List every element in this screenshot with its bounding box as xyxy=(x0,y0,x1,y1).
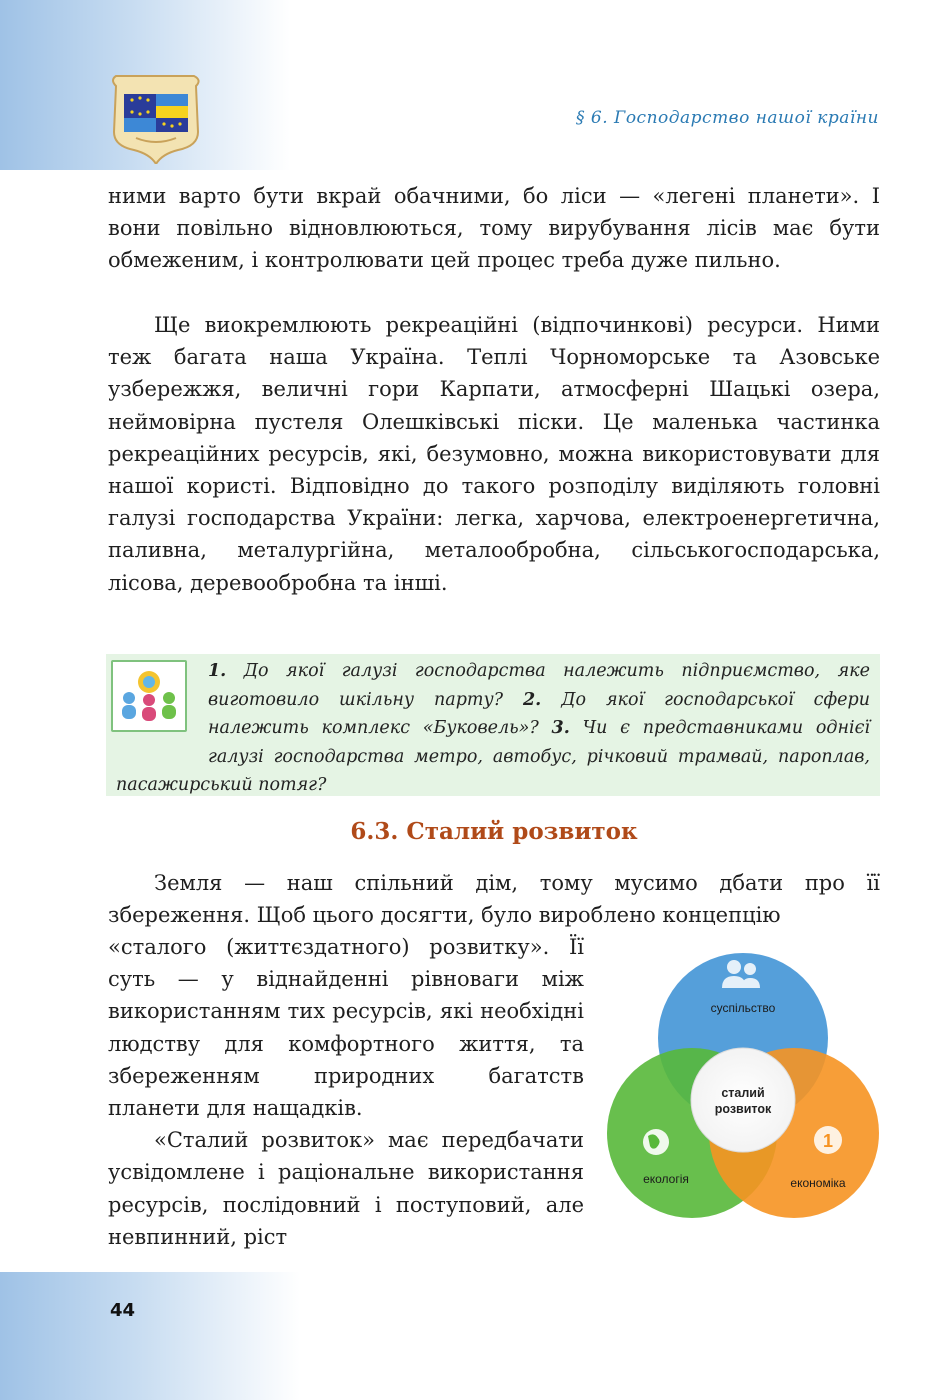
question-1-number: 1. xyxy=(208,661,227,681)
venn-label-economy: економіка xyxy=(790,1176,846,1190)
running-head: § 6. Господарство нашої країни xyxy=(576,108,879,128)
venn-center-label-line2: розвиток xyxy=(714,1102,772,1116)
paragraph-forests: ними варто бути вкрай обачними, бо ліси — «легені планети». І вони повільно відновлюються, тому вирубування лісів має бути обмеженим, і контролювати цей процес треба дуже пильно. xyxy=(108,184,880,273)
questions-box xyxy=(106,654,880,796)
paragraph-sustainable-essence: «сталого (життєздатного) розвитку». Її суть — у віднайденні рівноваги між використанням тих ресурсів, які необхідні людству для комфортного життя, та збереженням природних багатств планети для нащадків. xyxy=(108,935,584,1121)
question-2-number: 2. xyxy=(523,689,542,710)
globe-icon xyxy=(643,1129,669,1155)
text-column xyxy=(108,931,584,1253)
paragraph-sustainable-intro: Земля — наш спільний дім, тому мусимо дбати про її збереження. Щоб цього досягти, було вироблено концепцію xyxy=(108,871,880,928)
paragraph-sustainable-growth: «Сталий розвиток» має передбачати усвідомлене і раціональне використання ресурсів, послідовний і поступовий, але невпинний, ріст xyxy=(108,1128,584,1249)
section-title: 6.3. Сталий розвиток xyxy=(350,818,638,845)
venn-center-label-line1: сталий xyxy=(721,1086,765,1100)
questions-text xyxy=(116,657,870,800)
paragraph-recreational-resources: Ще виокремлюють рекреаційні (відпочинкові) ресурси. Ними теж багата наша Україна. Теплі Чорноморське та Азовське узбережжя, величні гори Карпати, атмосферні Шацькі озера, неймовірна пустеля Олешківські піски. Це маленька частинка рекреаційних ресурсів, які, безумовно, можна використовувати для нашої користі. Відповідно до такого розподілу виділяють головні галузі господарства України: легка, харчова, електроенергетична, паливна, металургійна, металообробна, сільськогосподарська, лісова, деревообробна та інші. xyxy=(108,313,880,595)
footer-corner-decoration xyxy=(0,1272,300,1400)
question-2: До якої господарської сфери належить комплекс «Буковель»? xyxy=(208,689,871,738)
eu-ukraine-puzzle-emblem xyxy=(106,72,206,164)
sustainable-development-venn-diagram xyxy=(604,950,882,1225)
page-number: 44 xyxy=(110,1300,136,1321)
coin-icon xyxy=(814,1126,842,1154)
svg-text:1: 1 xyxy=(823,1131,834,1151)
venn-label-ecology: екологія xyxy=(643,1172,689,1186)
question-3-number: 3. xyxy=(551,718,570,738)
venn-center-circle xyxy=(691,1048,795,1152)
venn-label-society: суспільство xyxy=(710,1001,776,1015)
question-1: До якої галузі господарства належить підприємство, яке виготовило шкільну парту? xyxy=(208,661,870,710)
question-3: Чи є представниками однієї галузі господарства метро, автобус, річковий трамвай, пароплав, пасажирський потяг? xyxy=(116,718,870,795)
